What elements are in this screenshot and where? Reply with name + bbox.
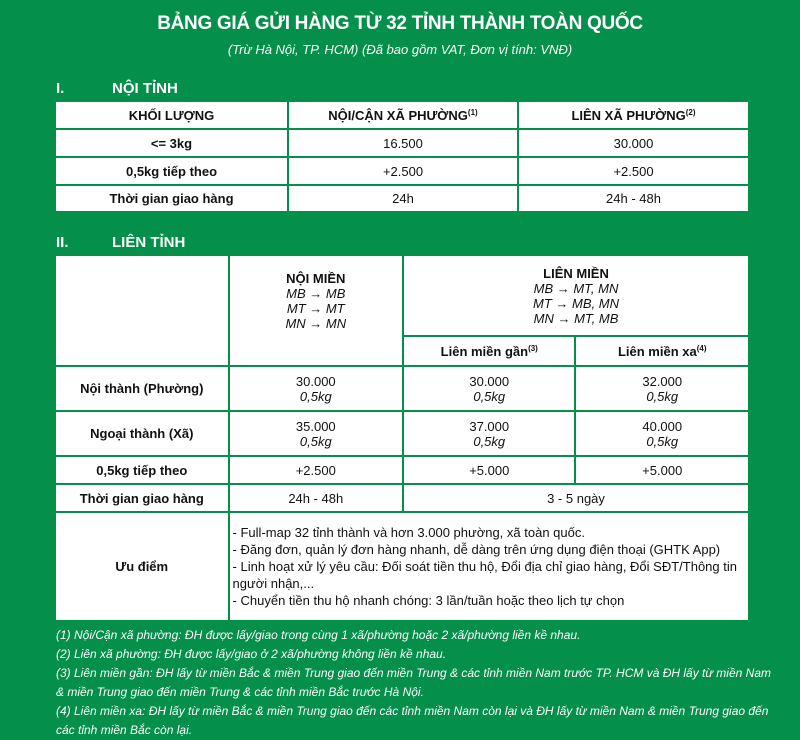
price-cell: 40.000 0,5kg — [576, 412, 748, 455]
price-cell: +2.500 — [289, 158, 517, 184]
section-number: I. — [56, 80, 65, 97]
table-row — [56, 412, 748, 455]
row-label: Ưu điểm — [56, 513, 228, 620]
delivery-time-cell: 3 - 5 ngày — [404, 485, 748, 511]
header-lien-mien-gan: Liên miền gần$^{(3)}$ — [404, 337, 574, 365]
advantage-item: - Đăng đơn, quản lý đơn hàng nhanh, dễ dàng trên ứng dụng điện thoại (GHTK App) — [232, 542, 721, 557]
section-number: II. — [56, 234, 69, 251]
row-label: Ngoại thành (Xã) — [56, 412, 228, 455]
price-cell: 35.000 0,5kg — [230, 412, 402, 455]
header-lien-mien: LIÊN MIỀN MB → MT, MN MT → MB, MN MN → MT, MB — [404, 256, 748, 335]
section-heading-lien-tinh — [56, 234, 185, 251]
price-cell: +5.000 — [576, 457, 748, 483]
section-heading-noi-tinh — [56, 80, 178, 97]
price-cell: 32.000 0,5kg — [576, 367, 748, 410]
price-cell: +2.500 — [230, 457, 402, 483]
row-label: Thời gian giao hàng — [56, 485, 228, 511]
table-row — [56, 367, 748, 410]
table-row — [56, 457, 748, 483]
advantages-row — [56, 513, 748, 620]
row-label: Nội thành (Phường) — [56, 367, 228, 410]
table-row — [56, 158, 748, 184]
advantage-item: - Chuyển tiền thu hộ nhanh chóng: 3 lần/tuần hoặc theo lịch tự chọn — [232, 593, 625, 608]
header-noi-can-xa-phuong: NỘI/CẬN XÃ PHƯỜNG$^{(1)}$ — [289, 102, 517, 128]
lien-tinh-price-table — [54, 254, 750, 622]
row-label: 0,5kg tiếp theo — [56, 457, 228, 483]
footnote: (4) Liên miền xa: ĐH lấy từ miền Bắc & miền Trung giao đến các tỉnh miền Nam còn lại và ĐH lấy từ miền Nam & miền Trung giao đến các tỉnh miền Bắc còn lại. — [56, 704, 769, 737]
footnote: (1) Nội/Cận xã phường: ĐH được lấy/giao trong cùng 1 xã/phường hoặc 2 xã/phường liền kề nhau. — [56, 628, 581, 642]
noi-tinh-price-table — [54, 100, 750, 213]
delivery-time-cell: 24h — [289, 186, 517, 211]
advantages-list — [230, 513, 748, 620]
price-cell: 30.000 — [519, 130, 748, 156]
section-title: LIÊN TỈNH — [112, 234, 186, 251]
footnote: (3) Liên miền gần: ĐH lấy từ miền Bắc & miền Trung giao đến miền Trung & các tỉnh miền Nam trước TP. HCM và ĐH lấy từ miền Nam & miền Trung giao đến miền Trung & các tỉnh miền Bắc trước Hà Nội. — [56, 666, 771, 699]
table-row — [56, 186, 748, 211]
price-cell: +2.500 — [519, 158, 748, 184]
price-cell: +5.000 — [404, 457, 574, 483]
table-row — [56, 485, 748, 511]
footnotes — [56, 626, 776, 740]
table-header-row — [56, 102, 748, 128]
delivery-time-cell: 24h - 48h — [230, 485, 402, 511]
header-khoi-luong: KHỐI LƯỢNG — [56, 102, 287, 128]
page-title: BẢNG GIÁ GỬI HÀNG TỪ 32 TỈNH THÀNH TOÀN QUỐC — [157, 13, 643, 34]
advantage-item: - Linh hoạt xử lý yêu cầu: Đối soát tiền thu hộ, Đổi địa chỉ giao hàng, Đổi SĐT/Thông tin người nhận,... — [232, 559, 737, 591]
table-row — [56, 130, 748, 156]
section-title: NỘI TỈNH — [112, 80, 178, 97]
empty-corner-cell — [56, 256, 228, 365]
row-label: 0,5kg tiếp theo — [56, 158, 287, 184]
price-cell: 16.500 — [289, 130, 517, 156]
price-cell: 37.000 0,5kg — [404, 412, 574, 455]
delivery-time-cell: 24h - 48h — [519, 186, 748, 211]
price-cell: 30.000 0,5kg — [230, 367, 402, 410]
header-lien-xa-phuong: LIÊN XÃ PHƯỜNG$^{(2)}$ — [519, 102, 748, 128]
table-header-row — [56, 256, 748, 335]
header-noi-mien: NỘI MIỀN MB → MB MT → MT MN → MN — [230, 256, 402, 365]
footnote: (2) Liên xã phường: ĐH được lấy/giao ở 2 xã/phường không liền kề nhau. — [56, 647, 447, 661]
row-label: <= 3kg — [56, 130, 287, 156]
advantage-item: - Full-map 32 tỉnh thành và hơn 3.000 phường, xã toàn quốc. — [232, 525, 585, 540]
page-subtitle: (Trừ Hà Nội, TP. HCM) (Đã bao gồm VAT, Đơn vị tính: VNĐ) — [227, 42, 573, 57]
row-label: Thời gian giao hàng — [56, 186, 287, 211]
header-lien-mien-xa: Liên miền $xa^{(4)}$ — [576, 337, 748, 365]
price-cell: 30.000 0,5kg — [404, 367, 574, 410]
